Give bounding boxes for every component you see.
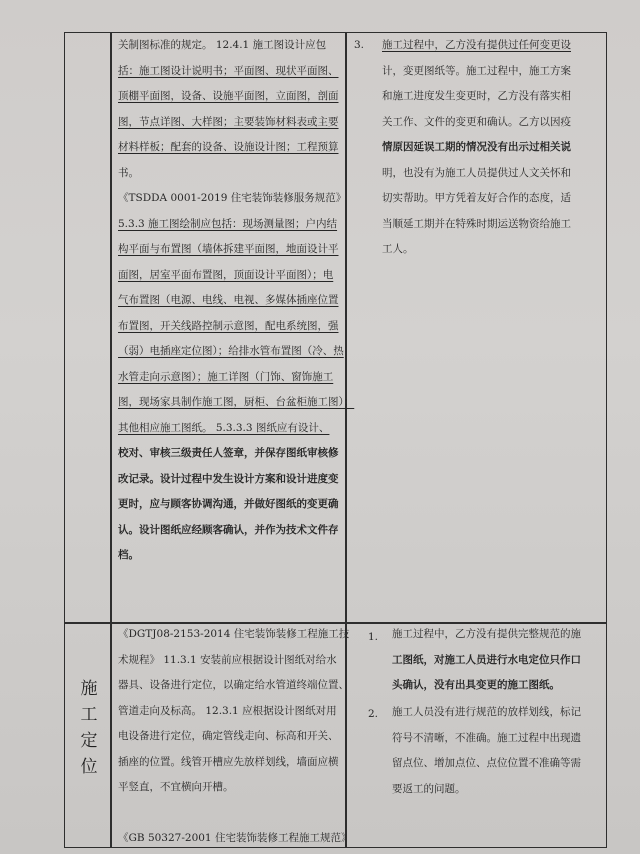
text-line: 档。 xyxy=(118,549,139,561)
text-line: 计，变更图纸等。施工过程中，施工方案 xyxy=(382,64,571,77)
text-line: 5.3.3 施工图绘制应包括：现场测量图；户内结 xyxy=(118,217,338,230)
text-line: 关工作、文件的变更和确认。乙方以因疫 xyxy=(382,115,571,128)
label-char: 工 xyxy=(80,705,98,725)
text-line: 电设备进行定位，确定管线走向、标高和开关、 xyxy=(118,730,339,742)
text-line: 《DGTJ08-2153-2014 住宅装饰装修工程施工技 xyxy=(118,628,350,640)
text-line: 构平面与布置图（墙体拆建平面图，地面设计平 xyxy=(118,243,339,255)
text-line: 工人。 xyxy=(382,243,414,255)
text-line: 关制图标准的规定。 12.4.1 施工图设计应包 xyxy=(118,39,327,51)
text-line: 更时，应与顾客协调沟通，并做好图纸的变更确 xyxy=(118,498,339,510)
standards-cell-row1 xyxy=(118,33,354,569)
text-line: 施工人员没有进行规范的放样划线，标记 xyxy=(392,706,581,718)
row-label-construction-positioning xyxy=(76,676,102,780)
text-line: 图，节点详图、大样图；主要装饰材料表或主要 xyxy=(118,115,339,128)
text-line: 书。 xyxy=(118,166,139,179)
text-line: 施工过程中，乙方没有提供完整规范的施 xyxy=(392,628,581,640)
text-line: （弱）电插座定位图）；给排水管布置图（冷、热 xyxy=(118,345,344,357)
text-line: 施工过程中，乙方没有提供过任何变更设 xyxy=(382,39,571,51)
text-line: 认。设计图纸应经顾客确认，并作为技术文件存 xyxy=(118,523,339,536)
text-line: 留点位、增加点位、点位位置不准确等需 xyxy=(392,757,581,769)
text-line: 《GB 50327-2001 住宅装饰装修工程施工规范》 xyxy=(118,832,352,844)
text-line: 《TSDDA 0001-2019 住宅装饰装修服务规范》 xyxy=(118,192,347,204)
text-line: 当顺延工期并在特殊时期运送物资给施工 xyxy=(382,217,571,230)
text-line: 其他相应施工图纸。 5.3.3.3 图纸应有设计、 xyxy=(118,421,330,434)
list-number: 2. xyxy=(368,708,379,720)
text-line xyxy=(118,801,351,827)
standards-cell-row2 xyxy=(118,622,351,852)
text-line: 括：施工图设计说明书；平面图、现状平面图、 xyxy=(118,64,339,77)
text-line: 图，现场家具制作施工图，厨柜、台盆柜施工图）； xyxy=(118,396,355,408)
findings-item-1 xyxy=(392,622,581,699)
list-number: 3. xyxy=(354,39,365,51)
label-char: 定 xyxy=(80,731,98,751)
label-char: 施 xyxy=(80,679,98,699)
text-line: 术规程》 11.3.1 安装前应根据设计图纸对给水 xyxy=(118,653,337,666)
list-number: 1. xyxy=(368,631,379,643)
text-line: 器具、设备进行定位，以确定给水管道终端位置、 xyxy=(118,679,349,691)
text-line: 面图，居室平面布置图，顶面设计平面图）；电 xyxy=(118,268,334,281)
text-line: 要返工的问题。 xyxy=(392,782,466,795)
text-line: 平竖直，不宜横向开槽。 xyxy=(118,781,234,793)
table-column-divider-label xyxy=(110,32,112,848)
text-line: 和施工进度发生变更时，乙方没有落实相 xyxy=(382,90,571,102)
text-line: 改记录。设计过程中发生设计方案和设计进度变 xyxy=(118,472,339,485)
text-line: 材料样板；配套的设备、设施设计图；工程预算 xyxy=(118,141,339,153)
text-line: 校对、审核三级责任人签章，并保存图纸审核修 xyxy=(118,447,339,459)
text-line: 插座的位置。线管开槽应先放样划线，墙面应横 xyxy=(118,755,339,768)
text-line: 明，也没有为施工人员提供过人文关怀和 xyxy=(382,166,571,179)
text-line: 符号不清晰，不准确。施工过程中出现遗 xyxy=(392,731,581,744)
text-line: 切实帮助。甲方凭着友好合作的态度，适 xyxy=(382,192,571,204)
text-line: 水管走向示意图）；施工详图（门饰、窗饰施工 xyxy=(118,370,334,383)
text-line: 头确认，没有出具变更的施工图纸。 xyxy=(392,679,560,691)
text-line: 布置图，开关线路控制示意图，配电系统图，强 xyxy=(118,319,339,332)
text-line: 气布置图（电源、电线、电视、多媒体插座位置 xyxy=(118,294,339,306)
text-line: 顶棚平面图，设备、设施平面图，立面图，剖面 xyxy=(118,90,339,102)
text-line: 工图纸，对施工人员进行水电定位只作口 xyxy=(392,653,581,666)
text-line: 管道走向及标高。 12.3.1 应根据设计图纸对用 xyxy=(118,704,337,717)
findings-cell-row1 xyxy=(382,33,571,263)
findings-item-2 xyxy=(392,700,581,802)
text-line: 情原因延误工期的情况没有出示过相关说 xyxy=(382,141,571,153)
label-char: 位 xyxy=(80,757,98,777)
